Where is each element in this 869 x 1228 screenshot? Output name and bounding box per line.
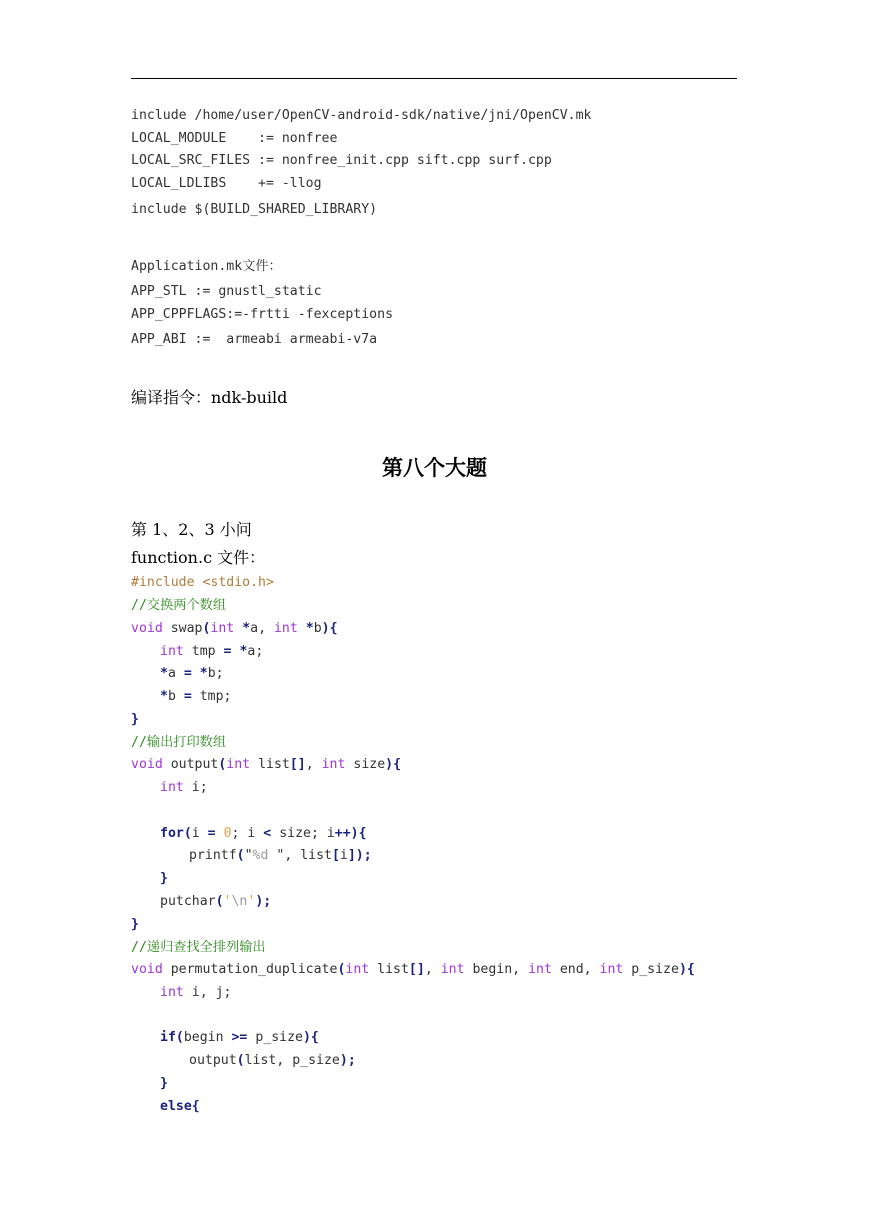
code-perm-else: else{: [160, 1099, 200, 1114]
code-perm-if-close: }: [160, 1076, 168, 1091]
code-perm-decl: int i, j;: [160, 985, 232, 1000]
code-output-for: for(i = 0; i < size; i++){: [160, 826, 367, 841]
makefile-line-3: LOCAL_SRC_FILES := nonfree_init.cpp sift.cpp surf.cpp: [131, 153, 552, 168]
code-swap-assign-a: *a = *b;: [160, 666, 224, 681]
compile-command: 编译指令：ndk-build: [131, 388, 288, 407]
code-output-close: }: [131, 917, 139, 932]
app-mk-line-2: APP_CPPFLAGS:=-frtti -fexceptions: [131, 307, 394, 322]
file-label: function.c 文件：: [131, 548, 266, 567]
code-perm-signature: void permutation_duplicate(int list[], int begin, int end, int p_size){: [131, 962, 695, 977]
code-comment-swap: //交换两个数组: [131, 598, 227, 613]
makefile-line-2: LOCAL_MODULE := nonfree: [131, 131, 338, 146]
code-comment-perm: //递归查找全排列输出: [131, 940, 266, 955]
code-swap-signature: void swap(int *a, int *b){: [131, 621, 338, 636]
code-output-printf: printf("%d ", list[i]);: [189, 848, 372, 863]
code-output-decl: int i;: [160, 780, 208, 795]
makefile-line-4: LOCAL_LDLIBS += -llog: [131, 176, 322, 191]
header-rule: [131, 78, 737, 79]
code-swap-close: }: [131, 712, 139, 727]
code-swap-assign-b: *b = tmp;: [160, 689, 232, 704]
code-output-putchar: putchar('\n');: [160, 894, 272, 909]
app-mk-line-1: APP_STL := gnustl_static: [131, 284, 322, 299]
code-output-for-close: }: [160, 871, 168, 886]
code-swap-tmp: int tmp = *a;: [160, 644, 264, 659]
code-comment-output: //输出打印数组: [131, 735, 227, 750]
app-mk-line-3: APP_ABI := armeabi armeabi-v7a: [131, 332, 378, 347]
makefile-line-5: include $(BUILD_SHARED_LIBRARY): [131, 202, 378, 217]
application-mk-label: Application.mk文件：: [131, 259, 282, 274]
code-include: #include <stdio.h>: [131, 575, 274, 590]
code-perm-if: if(begin >= p_size){: [160, 1030, 319, 1045]
section-title: 第八个大题: [382, 456, 487, 480]
code-output-signature: void output(int list[], int size){: [131, 757, 402, 772]
makefile-line-1: include /home/user/OpenCV-android-sdk/native/jni/OpenCV.mk: [131, 108, 592, 123]
subsection-heading: 第 1、2、3 小问: [131, 520, 252, 539]
code-perm-output-call: output(list, p_size);: [189, 1053, 356, 1068]
